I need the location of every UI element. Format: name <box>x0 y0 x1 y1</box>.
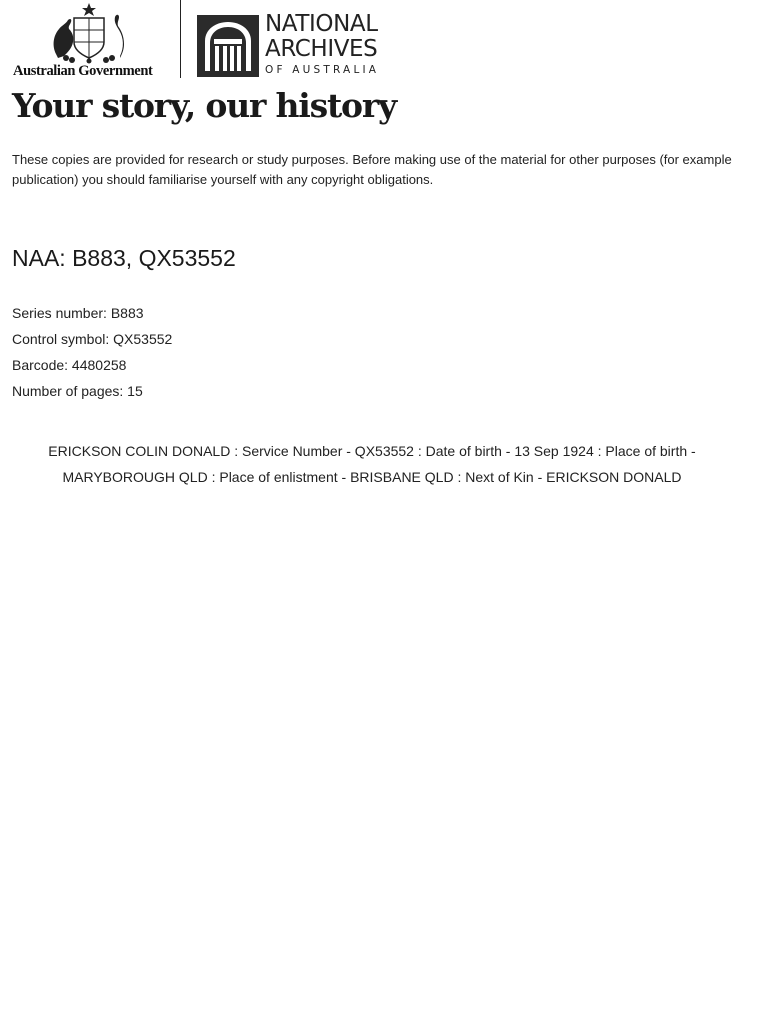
government-name: Australian Government <box>13 63 153 79</box>
series-number: Series number: B883 <box>12 305 144 321</box>
coat-of-arms-icon <box>44 2 134 64</box>
tagline: Your story, our history <box>12 86 396 125</box>
record-description: ERICKSON COLIN DONALD : Service Number - QX53552 : Date of birth - 13 Sep 1924 : Place of birth - MARYBOROUGH QLD : Place of enlistment - BRISBANE QLD : Next of Kin - ERICKSON DONALD <box>48 443 696 485</box>
archives-name-line3: OF AUSTRALIA <box>265 64 380 76</box>
copyright-disclaimer: These copies are provided for research or study purposes. Before making use of the material for other purposes (for example publication) you should familiarise yourself with any copyright obligations. <box>12 152 732 187</box>
header-divider <box>180 0 181 78</box>
archives-name-line1: NATIONAL <box>265 11 378 37</box>
barcode: Barcode: 4480258 <box>12 357 127 373</box>
number-of-pages: Number of pages: 15 <box>12 383 143 399</box>
archives-name <box>265 12 379 76</box>
record-title: NAA: B883, QX53552 <box>12 245 236 271</box>
page-header <box>0 0 770 90</box>
archives-name-line2: ARCHIVES <box>265 36 378 62</box>
archives-building-icon <box>197 15 259 77</box>
control-symbol: Control symbol: QX53552 <box>12 331 173 347</box>
record-metadata <box>12 304 172 408</box>
